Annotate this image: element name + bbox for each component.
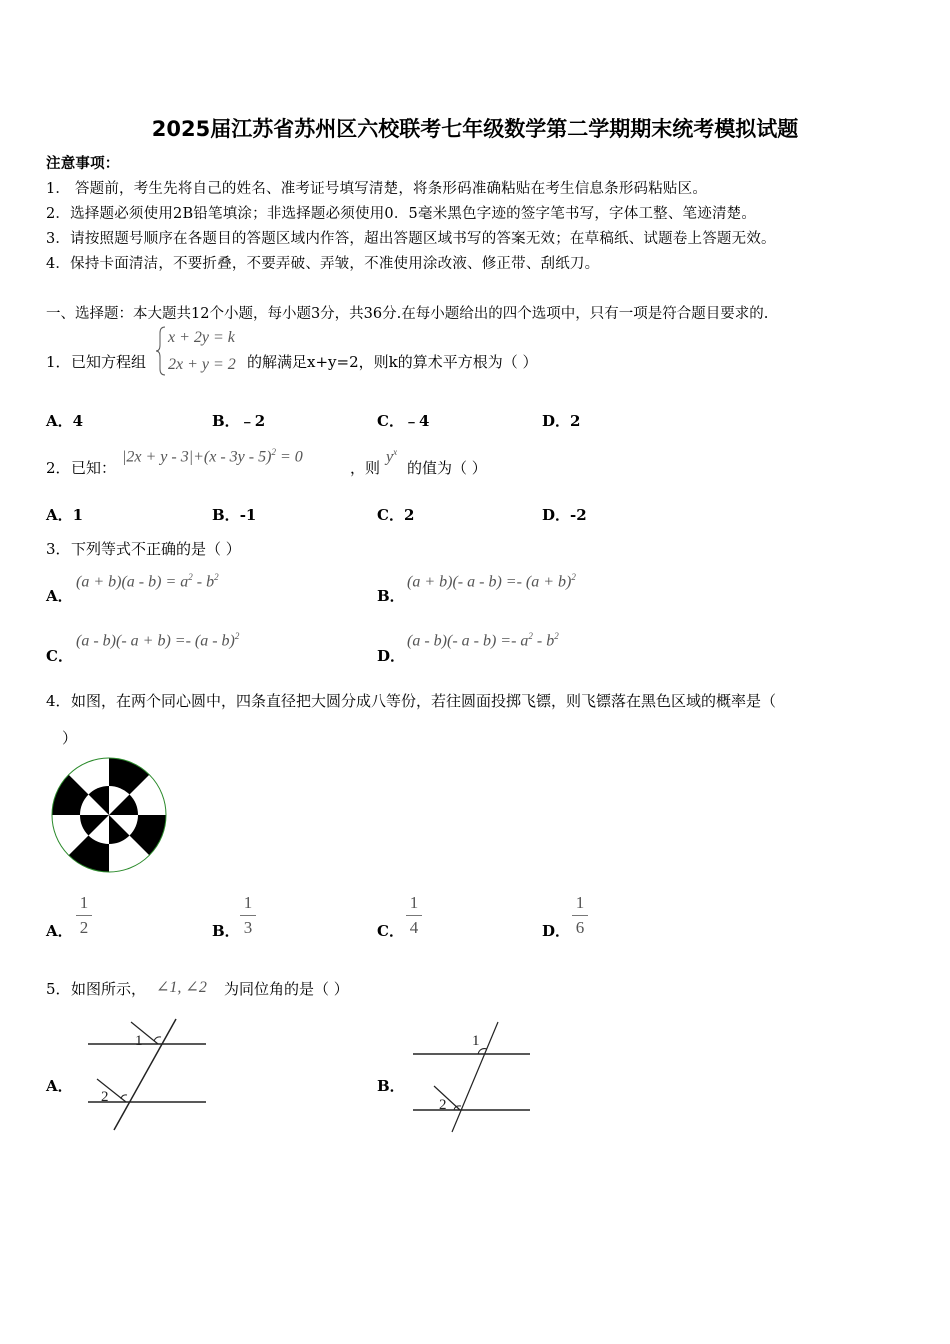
q1-post: 的解满足x+y=2，则k的算术平方根为（ ）: [247, 353, 538, 371]
q2-number: 2．: [46, 459, 71, 477]
q3-stem: 下列等式不正确的是（ ）: [71, 540, 241, 558]
angle-2-label: 2: [101, 1089, 109, 1105]
q4-option-b-fraction[interactable]: 1 3: [240, 893, 256, 938]
q4-option-a-label[interactable]: A．: [46, 922, 73, 940]
q2-pre: 已知：: [71, 459, 117, 477]
note-item: 3．请按照题号顺序在各题目的答题区域内作答，超出答题区域书写的答案无效；在草稿纸、试题卷上答题无效。: [46, 231, 776, 247]
q2-option-a[interactable]: A．1: [46, 506, 84, 524]
angle-1-label: 1: [472, 1033, 480, 1049]
q4-option-a-fraction[interactable]: 1 2: [76, 893, 92, 938]
notes-heading: 注意事项：: [46, 155, 120, 172]
q2-formula: |2x + y - 3|+(x - 3y - 5)$^2$ = 0: [122, 447, 303, 466]
q3-option-c-formula[interactable]: (a - b)(- a + b) =- (a - b)$^2$: [76, 631, 240, 650]
q5-post: 为同位角的是（ ）: [224, 980, 349, 998]
q5-option-b-figure[interactable]: [410, 1018, 535, 1138]
q5-option-a-label[interactable]: A．: [46, 1077, 73, 1095]
q2-option-c[interactable]: C．2: [377, 506, 415, 524]
note-item: 4．保持卡面清洁，不要折叠，不要弄破、弄皱，不准使用涂改液、修正带、刮纸刀。: [46, 256, 600, 272]
q4-option-c-label[interactable]: C．: [377, 922, 404, 940]
q1-eq1: x + 2y = k: [168, 329, 235, 346]
q2-post: 的值为（ ）: [407, 459, 487, 477]
q4-number: 4．: [46, 692, 71, 710]
note-item: 2．选择题必须使用2B铅笔填涂；非选择题必须使用0．5毫米黑色字迹的签字笔书写，字体工整、笔迹清楚。: [46, 206, 757, 222]
angle-2-label: 2: [439, 1097, 447, 1113]
q3-option-d-label[interactable]: D．: [377, 647, 406, 665]
q2-option-d[interactable]: D．-2: [542, 506, 587, 524]
q3-option-c-label[interactable]: C．: [46, 647, 73, 665]
section-heading: 一、选择题：本大题共12个小题，每小题3分，共36分.在每小题给出的四个选项中，只有一项是符合题目要求的.: [46, 306, 769, 322]
q3-option-a-formula[interactable]: $(a + b)(a - b) = a^2 - b^2$: [76, 572, 219, 591]
q3-option-b-label[interactable]: B．: [377, 587, 405, 605]
q1-option-d[interactable]: D．2: [542, 412, 581, 430]
q2-option-b[interactable]: B．-1: [212, 506, 257, 524]
q4-option-c-fraction[interactable]: 1 4: [406, 893, 422, 938]
q4-option-b-label[interactable]: B．: [212, 922, 240, 940]
q2-mid: ，则: [350, 459, 381, 477]
q4-stem-end: ）: [62, 729, 78, 747]
q2-power: $y^x$: [386, 447, 398, 466]
q1-eq2: 2x + y = 2: [168, 356, 236, 373]
q4-stem: 如图，在两个同心圆中，四条直径把大圆分成八等份，若往圆面投掷飞镖，则飞镖落在黑色区域的概率是（: [71, 692, 777, 710]
q1-option-c[interactable]: C．﹣4: [377, 412, 430, 430]
angle-1-label: 1: [135, 1033, 143, 1049]
q5-number: 5．: [46, 980, 71, 998]
q1-option-a[interactable]: A．4: [46, 412, 84, 430]
q3-option-d-formula[interactable]: (a - b)(- $a - b) =- a^2 - b^2$: [407, 631, 559, 650]
q1-number: 1．: [46, 353, 71, 371]
q1-option-b[interactable]: B．﹣2: [212, 412, 266, 430]
page-title: 2025届江苏省苏州区六校联考七年级数学第二学期期末统考模拟试题: [151, 117, 799, 141]
q3-number: 3．: [46, 540, 71, 558]
q4-option-d-label[interactable]: D．: [542, 922, 571, 940]
q3-option-b-formula[interactable]: (a + b)(- $a - b) =- (a + b)^2$: [407, 572, 576, 591]
q5-option-a-figure[interactable]: [85, 1015, 210, 1135]
concentric-circles-figure: [50, 757, 170, 875]
q1-brace-icon: [155, 325, 167, 377]
q5-angles: ∠1, ∠2: [156, 979, 207, 996]
q5-option-b-label[interactable]: B．: [377, 1077, 405, 1095]
q4-option-d-fraction[interactable]: 1 6: [572, 893, 588, 938]
q3-option-a-label[interactable]: A．: [46, 587, 73, 605]
q5-pre: 如图所示，: [71, 980, 147, 998]
q1-pre: 已知方程组: [71, 353, 147, 371]
note-item: 1． 答题前，考生先将自己的姓名、准考证号填写清楚，将条形码准确粘贴在考生信息条形码粘贴区。: [46, 181, 708, 197]
